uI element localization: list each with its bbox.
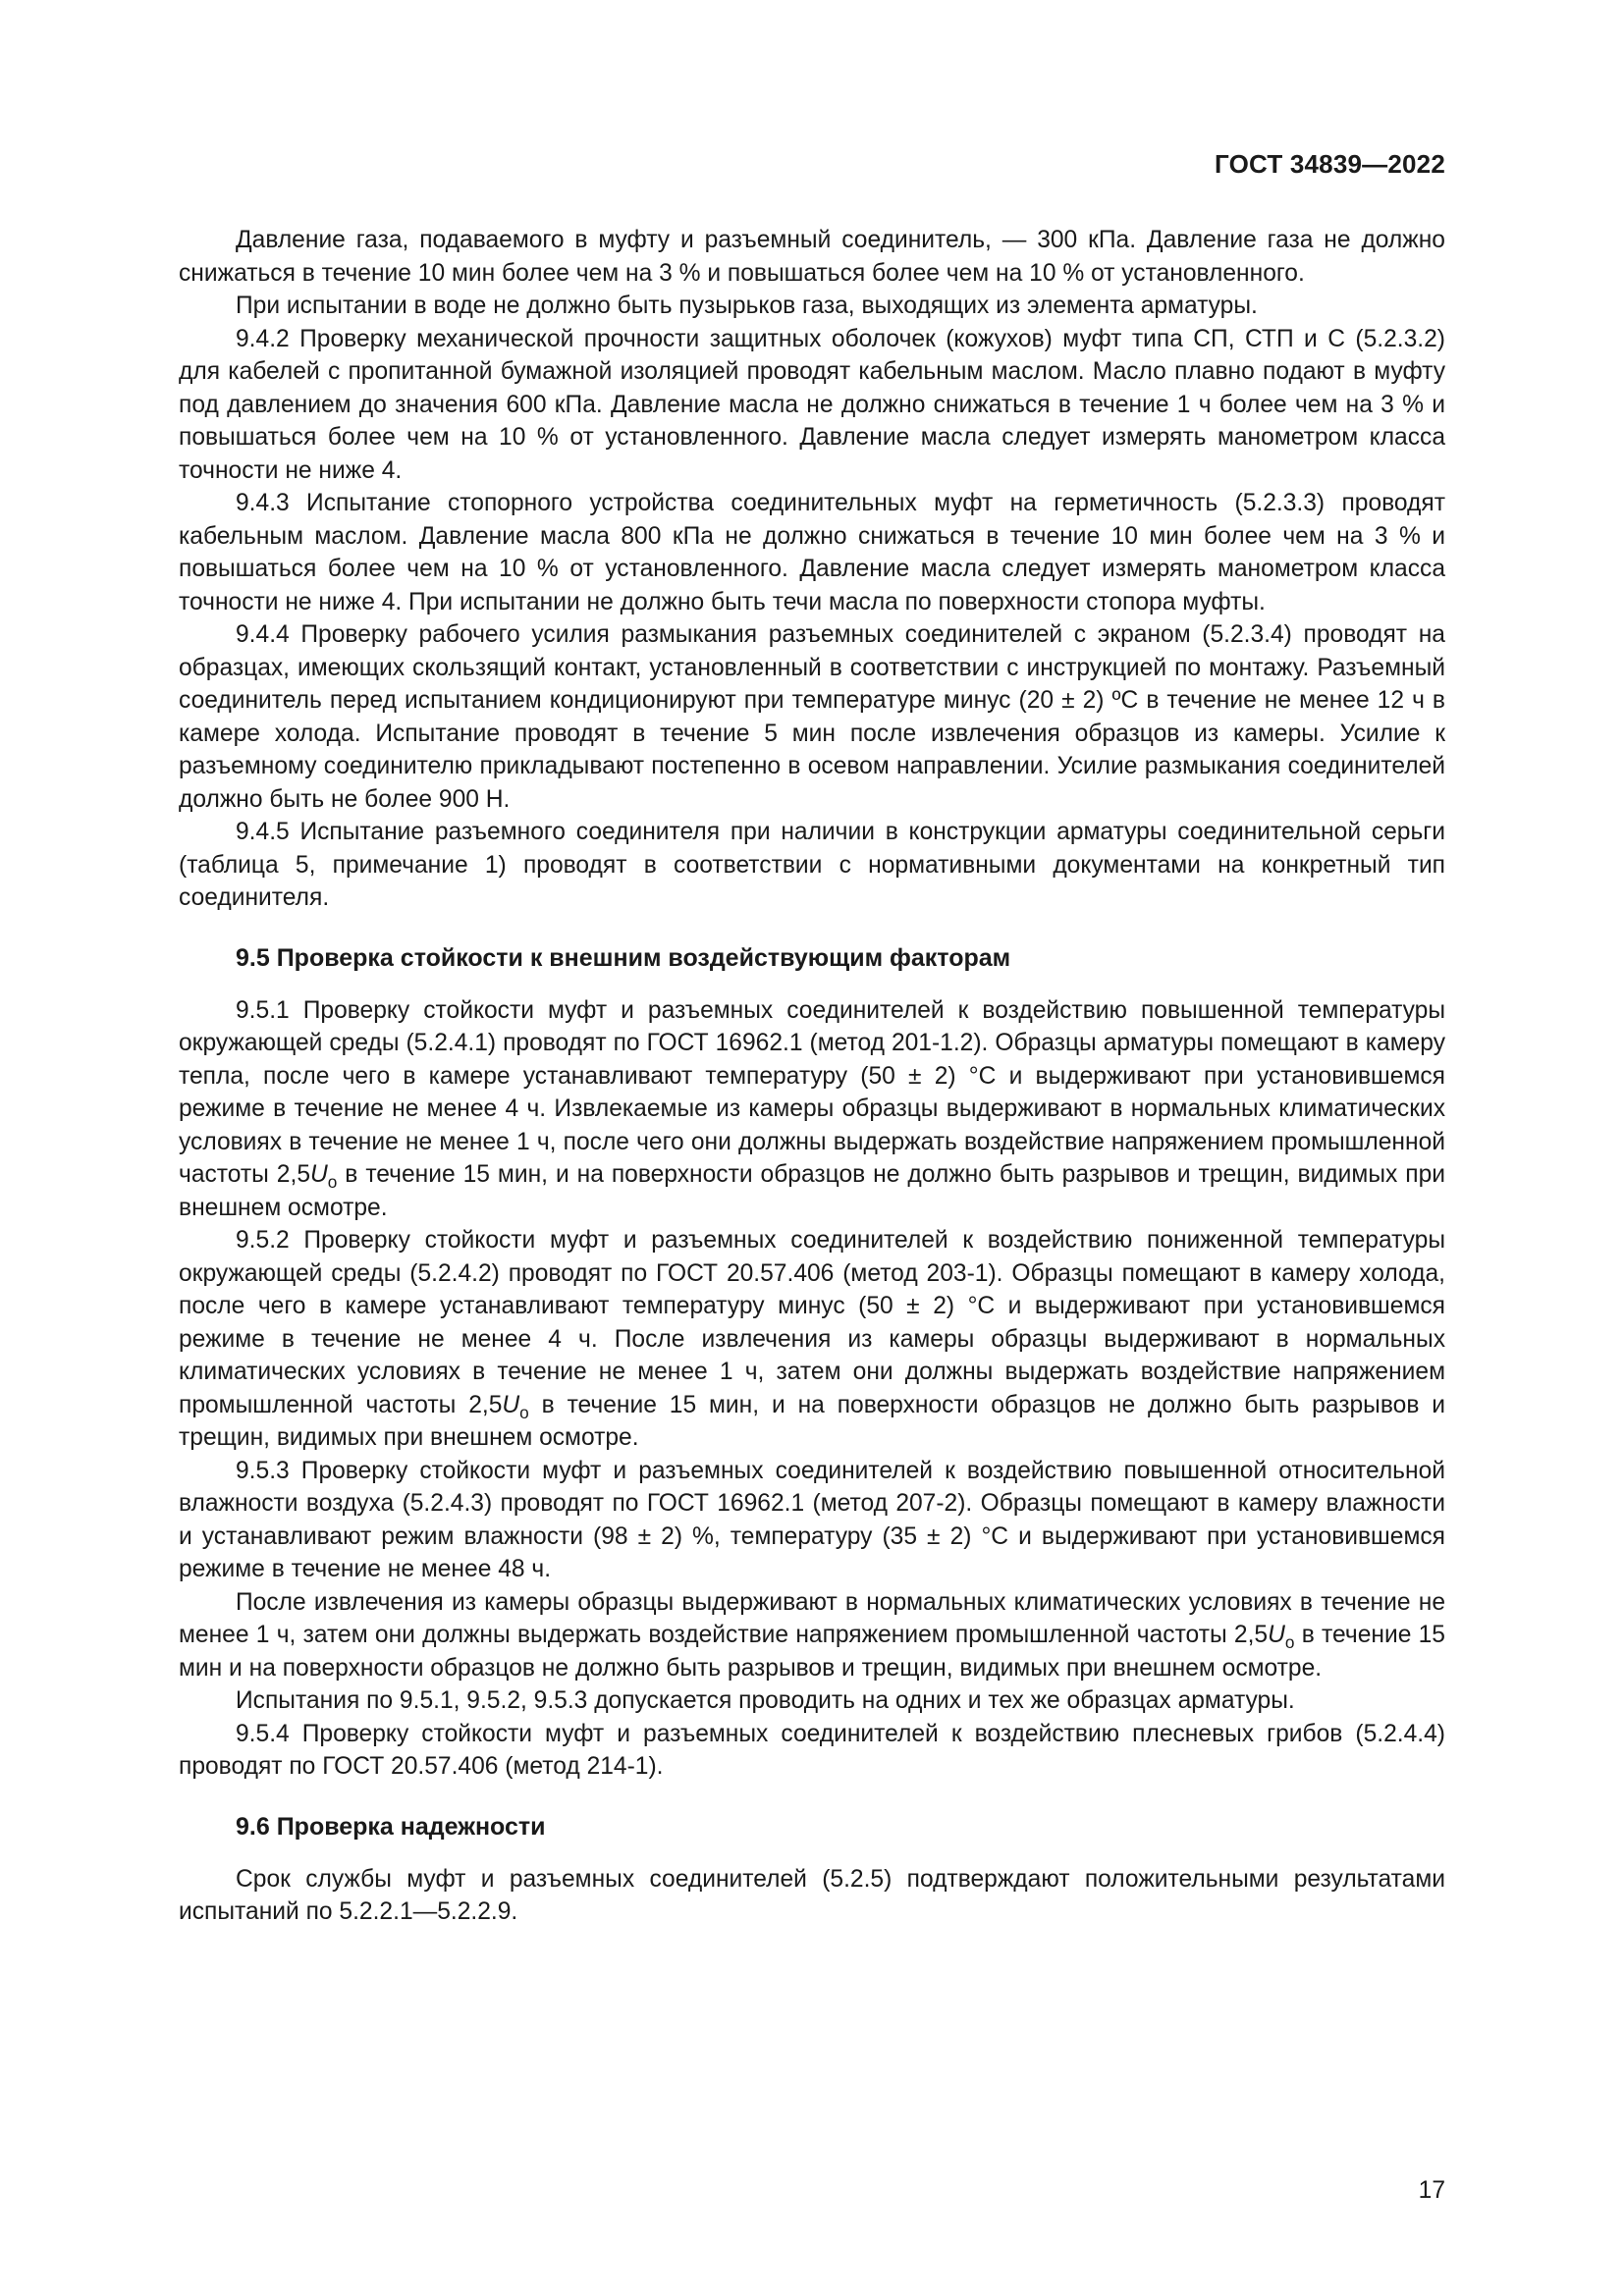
text-run: в течение 15 мин, и на поверхности образцов не должно быть разрывов и трещин, видимых при внешнем осмотре. <box>179 1161 1445 1221</box>
paragraph-9-5-2 <box>179 1224 1445 1455</box>
paragraph-9-5-4: 9.5.4 Проверку стойкости муфт и разъемных соединителей к воздействию плесневых грибов (5.2.4.4) проводят по ГОСТ 20.57.406 (метод 214-1). <box>179 1720 1445 1780</box>
paragraph: Срок службы муфт и разъемных соединителей (5.2.5) подтверждают положительными результатами испытаний по 5.2.2.1—5.2.2.9. <box>179 1865 1445 1925</box>
document-body <box>179 224 1445 1929</box>
voltage-subscript: o <box>327 1172 338 1193</box>
voltage-subscript: o <box>1284 1632 1295 1653</box>
voltage-symbol: U <box>1268 1622 1285 1648</box>
paragraph-9-4-5: 9.4.5 Испытание разъемного соединителя при наличии в конструкции арматуры соединительной серьги (таблица 5, примечание 1) проводят в соответствии с нормативными документами на конкретный тип соединителя. <box>179 819 1445 911</box>
paragraph-9-4-2: 9.4.2 Проверку механической прочности защитных оболочек (кожухов) муфт типа СП, СТП и С (5.2.3.2) для кабелей с пропитанной бумажной изоляцией проводят кабельным маслом. Масло плавно подают в муфту под давлением до значения 600 кПа. Давление масла не должно снижаться в течение 1 ч более чем на 3 % и повышаться более чем на 10 % от установленного. Давление масла следует измерять манометром класса точности не ниже 4. <box>179 325 1445 484</box>
section-heading-9-6: 9.6 Проверка надежности <box>236 1812 546 1841</box>
voltage-subscript: o <box>519 1402 529 1422</box>
text-run: 9.5.2 Проверку стойкости муфт и разъемных соединителей к воздействию пониженной температуры окружающей среды (5.2.4.2) проводят по ГОСТ 20.57.406 (метод 203-1). Образцы помещают в камеру холода, после чего в камере устанавливают температуру минус (50 ± 2) °С и выдерживают при установившемся режиме в течение не менее 4 ч. После извлечения из камеры образцы выдерживают в нормальных климатических условиях в течение не менее 1 ч, затем они должны выдержать воздействие напряжением промышленной частоты 2,5 <box>179 1227 1445 1418</box>
text-run: в течение 15 мин и на поверхности образцов не должно быть разрывов и трещин, видимых при внешнем осмотре. <box>179 1622 1445 1682</box>
paragraph-9-4-4: 9.4.4 Проверку рабочего усилия размыкания разъемных соединителей с экраном (5.2.3.4) проводят на образцах, имеющих скользящий контакт, установленный в соответствии с инструкцией по монтажу. Разъемный соединитель перед испытанием кондиционируют при температуре минус (20 ± 2) ºС в течение не менее 12 ч в камере холода. Испытание проводят в течение 5 мин после извлечения образцов из камеры. Усилие к разъемному соединителю прикладывают постепенно в осевом направлении. Усилие размыкания соединителей должно быть не более 900 Н. <box>179 621 1445 813</box>
paragraph-9-5-3: 9.5.3 Проверку стойкости муфт и разъемных соединителей к воздействию повышенной относительной влажности воздуха (5.2.4.3) проводят по ГОСТ 16962.1 (метод 207-2). Образцы помещают в камеру влажности и устанавливают режим влажности (98 ± 2) %, температуру (35 ± 2) °С и выдерживают при установившемся режиме в течение не менее 48 ч. <box>179 1457 1445 1582</box>
text-run: в течение 15 мин, и на поверхности образцов не должно быть разрывов и трещин, видимых при внешнем осмотре. <box>179 1391 1446 1451</box>
voltage-symbol: U <box>310 1161 328 1188</box>
text-run: 9.5.1 Проверку стойкости муфт и разъемных соединителей к воздействию повышенной температуры окружающей среды (5.2.4.1) проводят по ГОСТ 16962.1 (метод 201-1.2). Образцы арматуры помещают в камеру тепла, после чего в камере устанавливают температуру (50 ± 2) °С и выдерживают при установившемся режиме в течение не менее 4 ч. Извлекаемые из камеры образцы выдерживают в нормальных климатических условиях в течение не менее 1 ч, после чего они должны выдержать воздействие напряжением промышленной частоты 2,5 <box>179 996 1445 1188</box>
paragraph: Испытания по 9.5.1, 9.5.2, 9.5.3 допускается проводить на одних и тех же образцах арматуры. <box>236 1687 1295 1714</box>
paragraph-9-4-3: 9.4.3 Испытание стопорного устройства соединительных муфт на герметичность (5.2.3.3) проводят кабельным маслом. Давление масла 800 кПа не должно снижаться в течение 10 мин более чем на 3 % и повышаться более чем на 10 % от установленного. Давление масла следует измерять манометром класса точности не ниже 4. При испытании не должно быть течи масла по поверхности стопора муфты. <box>179 490 1445 615</box>
document-id-header: ГОСТ 34839—2022 <box>1215 149 1445 179</box>
text-run: После извлечения из камеры образцы выдерживают в нормальных климатических условиях в течение не менее 1 ч, затем они должны выдержать воздействие напряжением промышленной частоты 2,5 <box>179 1588 1445 1648</box>
paragraph <box>179 1586 1445 1685</box>
page-number: 17 <box>1418 2177 1445 2204</box>
paragraph: Давление газа, подаваемого в муфту и разъемный соединитель, — 300 кПа. Давление газа не должно снижаться в течение 10 мин более чем на 3 % и повышаться более чем на 10 % от установленного. <box>179 227 1445 287</box>
paragraph: При испытании в воде не должно быть пузырьков газа, выходящих из элемента арматуры. <box>236 293 1258 319</box>
paragraph-9-5-1 <box>179 994 1445 1225</box>
section-heading-9-5: 9.5 Проверка стойкости к внешним воздействующим факторам <box>236 943 1011 972</box>
voltage-symbol: U <box>502 1391 520 1418</box>
